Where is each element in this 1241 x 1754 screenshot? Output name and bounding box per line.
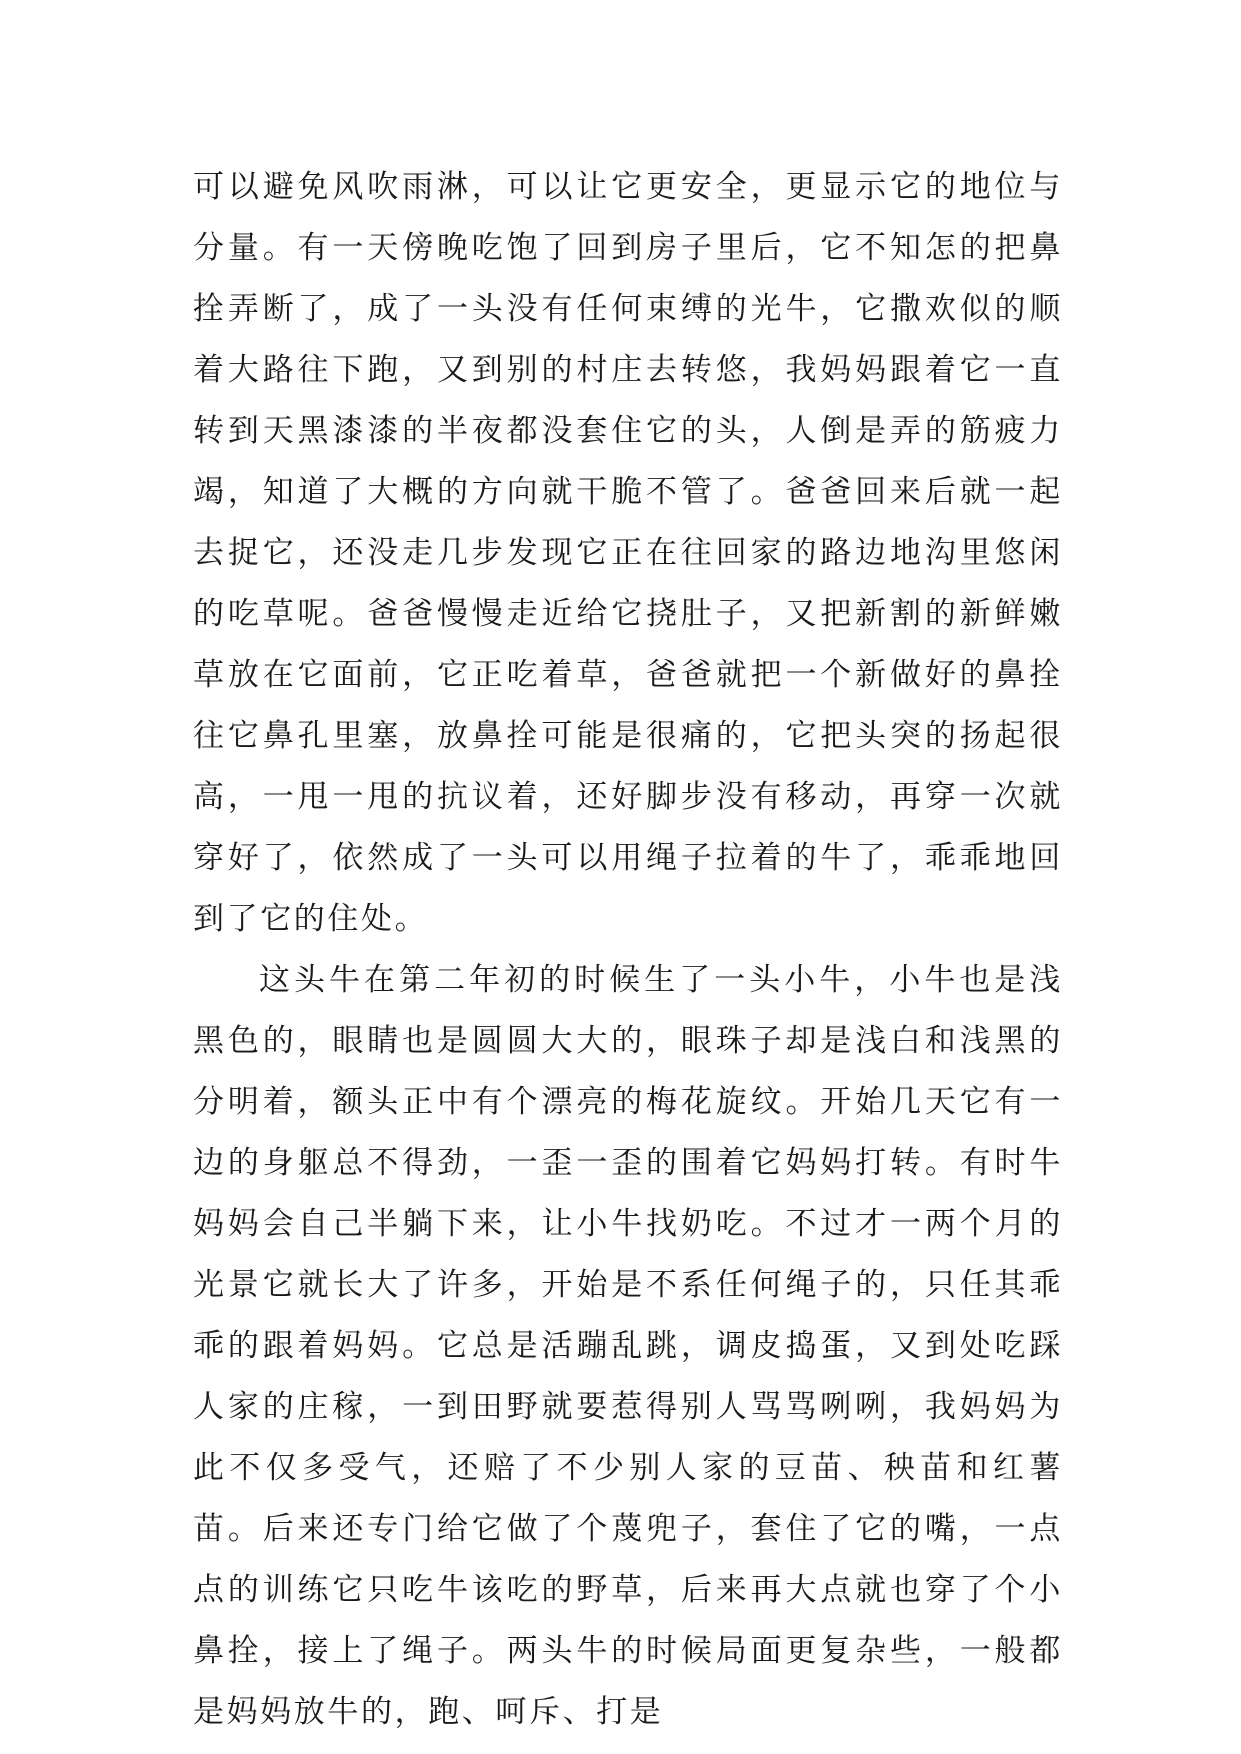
paragraph-1: 可以避免风吹雨淋，可以让它更安全，更显示它的地位与分量。有一天傍晚吃饱了回到房子里后，它不知怎的把鼻拴弄断了，成了一头没有任何束缚的光牛，它撒欢似的顺着大路往下跑，又到别的村庄去转悠，我妈妈跟着它一直转到天黑漆漆的半夜都没套住它的头，人倒是弄的筋疲力竭，知道了大概的方向就干脆不管了。爸爸回来后就一起去捉它，还没走几步发现它正在往回家的路边地沟里悠闲的吃草呢。爸爸慢慢走近给它挠肚子，又把新割的新鲜嫩草放在它面前，它正吃着草，爸爸就把一个新做好的鼻拴往它鼻孔里塞，放鼻拴可能是很痛的，它把头突的扬起很高，一甩一甩的抗议着，还好脚步没有移动，再穿一次就穿好了，依然成了一头可以用绳子拉着的牛了，乖乖地回到了它的住处。 (193, 169, 1063, 937)
body-text (193, 157, 1063, 1743)
paragraph-2: 这头牛在第二年初的时候生了一头小牛，小牛也是浅黑色的，眼睛也是圆圆大大的，眼珠子却是浅白和浅黑的分明着，额头正中有个漂亮的梅花旋纹。开始几天它有一边的身躯总不得劲，一歪一歪的围着它妈妈打转。有时牛妈妈会自己半躺下来，让小牛找奶吃。不过才一两个月的光景它就长大了许多，开始是不系任何绳子的，只任其乖乖的跟着妈妈。它总是活蹦乱跳，调皮捣蛋，又到处吃踩人家的庄稼，一到田野就要惹得别人骂骂咧咧，我妈妈为此不仅多受气，还赔了不少别人家的豆苗、秧苗和红薯苗。后来还专门给它做了个蔑兜子，套住了它的嘴，一点点的训练它只吃牛该吃的野草，后来再大点就也穿了个小鼻拴，接上了绳子。两头牛的时候局面更复杂些，一般都是妈妈放牛的，跑、呵斥、打是 (193, 962, 1063, 1730)
